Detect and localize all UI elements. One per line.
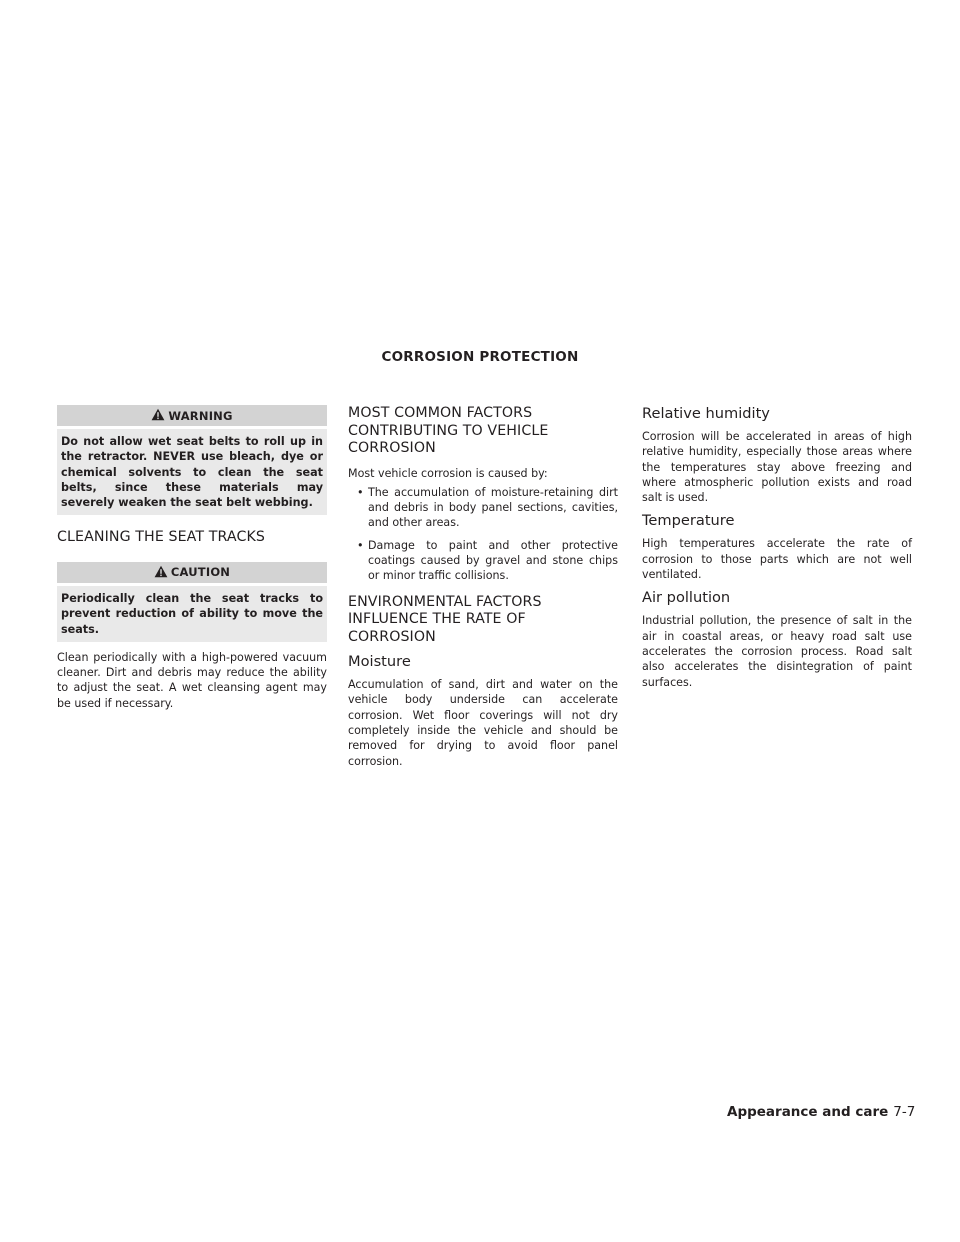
temperature-heading: Temperature bbox=[642, 512, 735, 530]
environmental-factors-heading: ENVIRONMENTAL FACTORS INFLUENCE THE RATE OF CORROSION bbox=[348, 593, 542, 645]
caution-box bbox=[57, 562, 327, 642]
page-number: 7-7 bbox=[893, 1104, 916, 1120]
corrosion-causes-list bbox=[348, 485, 618, 584]
column-middle bbox=[348, 405, 618, 769]
section-title: CORROSION PROTECTION bbox=[381, 349, 579, 365]
warning-text: Do not allow wet seat belts to roll up in the retractor. NEVER use bleach, dye or chemical solvents to clean the seat belts, since these materials may severely weaken the seat belt webbing. bbox=[57, 429, 327, 515]
relative-humidity-paragraph: Corrosion will be accelerated in areas of high relative humidity, especially those areas where the temperatures stay above freezing and where atmospheric pollution exists and road salt is used. bbox=[642, 430, 912, 505]
chapter-title: Appearance and care bbox=[727, 1104, 889, 1120]
cleaning-paragraph: Clean periodically with a high-powered vacuum cleaner. Dirt and debris may reduce the ability to adjust the seat. A wet cleansing agent may be used if necessary. bbox=[57, 650, 327, 710]
column-left bbox=[57, 405, 327, 711]
list-item bbox=[348, 485, 618, 531]
caution-header bbox=[57, 562, 327, 583]
column-right bbox=[642, 405, 912, 690]
warning-header bbox=[57, 405, 327, 426]
cleaning-seat-tracks-heading: CLEANING THE SEAT TRACKS bbox=[57, 529, 265, 546]
caution-label: CAUTION bbox=[170, 565, 231, 580]
temperature-paragraph: High temperatures accelerate the rate of corrosion to those parts which are not well ventilated. bbox=[642, 537, 912, 582]
list-item-text: The accumulation of moisture-retaining dirt and debris in body panel sections, cavities, and other areas. bbox=[368, 485, 618, 530]
air-pollution-heading: Air pollution bbox=[642, 589, 731, 607]
caution-triangle-icon bbox=[154, 565, 168, 578]
warning-box bbox=[57, 405, 327, 515]
bullet-dot: • bbox=[357, 485, 364, 499]
warning-label: WARNING bbox=[168, 408, 233, 423]
list-item bbox=[348, 538, 618, 584]
moisture-paragraph: Accumulation of sand, dirt and water on the vehicle body underside can accelerate corrosion. Wet floor coverings will not dry completely inside the vehicle and should be removed for drying to avoid floor panel corrosion. bbox=[348, 678, 618, 768]
page-footer bbox=[727, 1104, 915, 1120]
air-pollution-paragraph: Industrial pollution, the presence of salt in the air in coastal areas, or heavy road salt use accelerates the corrosion process. Road salt also accelerates the disintegration of paint surfaces. bbox=[642, 614, 912, 689]
warning-triangle-icon bbox=[151, 408, 165, 421]
bullet-dot: • bbox=[357, 538, 364, 552]
corrosion-intro: Most vehicle corrosion is caused by: bbox=[348, 466, 548, 480]
caution-text: Periodically clean the seat tracks to prevent reduction of ability to move the seats. bbox=[57, 586, 327, 642]
moisture-heading: Moisture bbox=[348, 653, 411, 671]
common-factors-heading: MOST COMMON FACTORS CONTRIBUTING TO VEHICLE CORROSION bbox=[348, 405, 549, 456]
relative-humidity-heading: Relative humidity bbox=[642, 405, 770, 422]
list-item-text: Damage to paint and other protective coatings caused by gravel and stone chips or minor traffic collisions. bbox=[368, 538, 618, 583]
